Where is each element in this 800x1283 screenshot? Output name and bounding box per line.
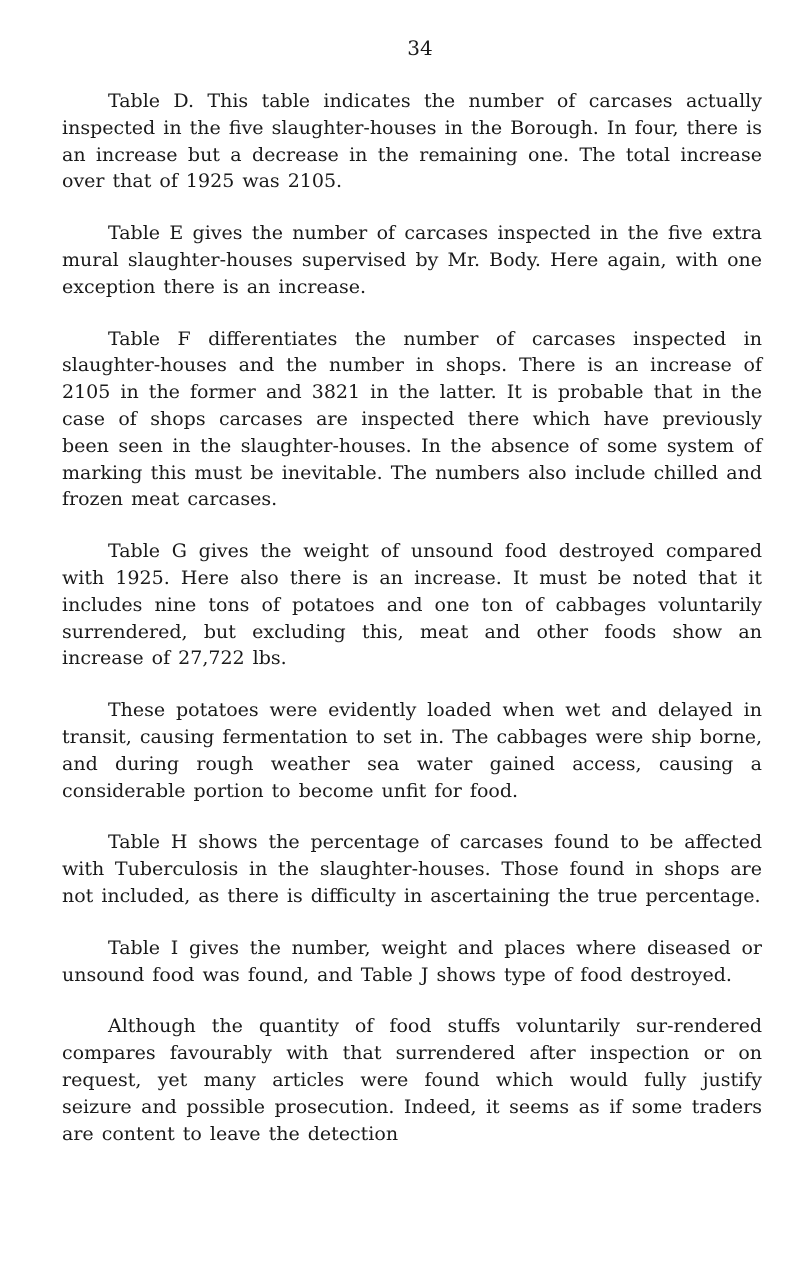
paragraph-surrendered: Although the quantity of food stuffs voluntarily sur-rendered compares favourably with that surrendered after inspection or on request, yet many articles were found which would fully justify seizure and possible prosecution. Indeed, it seems as if some traders are content to leave the detection <box>62 1015 762 1145</box>
body-text <box>62 88 762 1172</box>
paragraph-table-f: Table F differentiates the number of carcases inspected in slaughter-houses and the number in shops. There is an increase of 2105 in the former and 3821 in the latter. It is probable that in the case of shops carcases are inspected there which have previously been seen in the slaughter-houses. In the absence of some system of marking this must be inevitable. The numbers also include chilled and frozen meat carcases. <box>62 327 762 511</box>
paragraph-table-e: Table E gives the number of carcases inspected in the five extra mural slaughter-houses supervised by Mr. Body. Here again, with one exception there is an increase. <box>62 222 762 298</box>
page-number: 34 <box>407 36 433 60</box>
paragraph-table-g: Table G gives the weight of unsound food destroyed compared with 1925. Here also there is an increase. It must be noted that it includes nine tons of potatoes and one ton of cabbages voluntarily surrendered, but excluding this, meat and other foods show an increase of 27,722 lbs. <box>62 540 762 670</box>
paragraph-table-d: Table D. This table indicates the number of carcases actually inspected in the five slaughter-houses in the Borough. In four, there is an increase but a decrease in the remaining one. The total increase over that of 1925 was 2105. <box>62 90 762 193</box>
paragraph-table-h: Table H shows the percentage of carcases found to be affected with Tuberculosis in the slaughter-houses. Those found in shops are not included, as there is difficulty in ascertaining the true percentage. <box>62 831 762 907</box>
paragraph-potatoes: These potatoes were evidently loaded when wet and delayed in transit, causing fermentation to set in. The cabbages were ship borne, and during rough weather sea water gained access, causing a considerable portion to become unfit for food. <box>62 699 762 802</box>
paragraph-table-i-j: Table I gives the number, weight and places where diseased or unsound food was found, and Table J shows type of food destroyed. <box>62 936 762 986</box>
